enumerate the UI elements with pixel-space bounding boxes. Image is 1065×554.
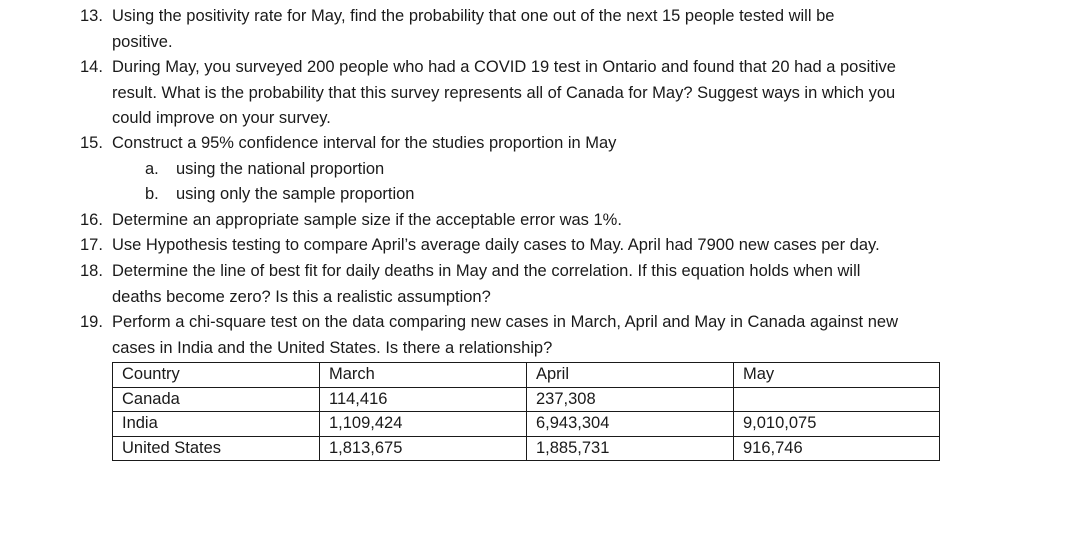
question-text-line: Using the positivity rate for May, find the probability that one out of the next 15 people tested will be — [112, 7, 835, 25]
question-text-line: Determine the line of best fit for daily deaths in May and the correlation. If this equation holds when will — [112, 262, 861, 280]
question-text-line: could improve on your survey. — [112, 109, 331, 127]
table-header-cell: April — [527, 363, 734, 388]
question-text-line: cases in India and the United States. Is there a relationship? — [112, 338, 553, 357]
table-row — [113, 436, 940, 461]
table-cell: 916,746 — [734, 436, 940, 461]
table-cell: India — [113, 412, 320, 437]
subitem-text: using the national proportion — [176, 160, 385, 178]
subitem-letter: a. — [145, 160, 159, 178]
question-text-line: positive. — [112, 32, 173, 51]
question-number: 15. — [80, 134, 103, 152]
table-cell: 237,308 — [527, 387, 734, 412]
table-cell: 1,109,424 — [320, 412, 527, 437]
question-14 — [80, 55, 980, 132]
question-number: 19. — [80, 313, 103, 331]
table-cell: 9,010,075 — [734, 412, 940, 437]
table-header-cell: May — [734, 363, 940, 388]
subitem-15a — [145, 157, 384, 183]
table-cell: 6,943,304 — [527, 412, 734, 437]
question-16 — [80, 208, 980, 234]
subitem-letter: b. — [145, 185, 159, 203]
cases-table — [112, 362, 940, 461]
question-18 — [80, 259, 980, 310]
question-text-line: deaths become zero? Is this a realistic assumption? — [112, 287, 491, 306]
table-header-row — [113, 363, 940, 388]
question-text-line: Construct a 95% confidence interval for the studies proportion in May — [112, 134, 617, 152]
question-number: 16. — [80, 211, 103, 229]
table-header-cell: Country — [113, 363, 320, 388]
table-cell: 1,885,731 — [527, 436, 734, 461]
table-cell: 114,416 — [320, 387, 527, 412]
question-13 — [80, 4, 980, 55]
table-cell: Canada — [113, 387, 320, 412]
question-text-line: Use Hypothesis testing to compare April’s average daily cases to May. April had 7900 new cases per day. — [112, 236, 880, 254]
question-text-line: result. What is the probability that this survey represents all of Canada for May? Suggest ways in which you — [112, 83, 896, 102]
subitem-15b — [145, 182, 414, 208]
question-text-line: Perform a chi-square test on the data comparing new cases in March, April and May in Canada against new — [112, 313, 898, 331]
table-cell: 1,813,675 — [320, 436, 527, 461]
question-number: 17. — [80, 236, 103, 254]
table-row — [113, 412, 940, 437]
subitem-text: using only the sample proportion — [176, 185, 415, 203]
question-number: 14. — [80, 58, 103, 76]
table-cell — [734, 387, 940, 412]
question-number: 13. — [80, 7, 103, 25]
table-cell: United States — [113, 436, 320, 461]
question-17 — [80, 233, 980, 259]
question-text-line: During May, you surveyed 200 people who had a COVID 19 test in Ontario and found that 20 had a positive — [112, 58, 896, 76]
question-text-line: Determine an appropriate sample size if the acceptable error was 1%. — [112, 211, 622, 229]
question-19 — [80, 310, 980, 361]
table-row — [113, 387, 940, 412]
table-header-cell: March — [320, 363, 527, 388]
question-number: 18. — [80, 262, 103, 280]
question-15 — [80, 131, 980, 157]
